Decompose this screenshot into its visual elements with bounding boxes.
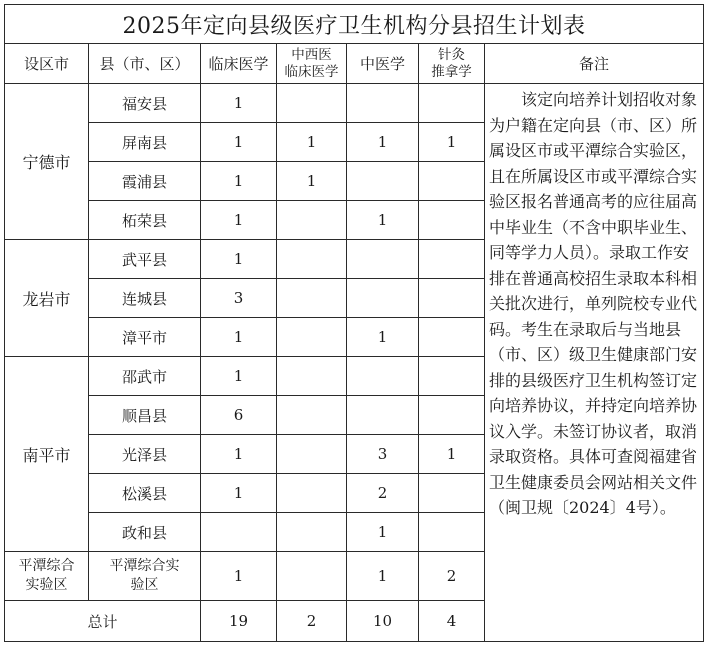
city-cell: 龙岩市 (5, 240, 89, 357)
acupuncture-cell: 1 (419, 123, 485, 162)
county-cell: 松溪县 (89, 474, 201, 513)
tcm-western-cell (277, 513, 347, 552)
city-cell: 平潭综合 实验区 (5, 552, 89, 601)
clinical-cell: 1 (201, 162, 277, 201)
tcm-cell (347, 240, 419, 279)
acupuncture-cell (419, 201, 485, 240)
tcm-western-cell (277, 435, 347, 474)
clinical-cell: 1 (201, 474, 277, 513)
clinical-cell: 1 (201, 240, 277, 279)
clinical-cell: 1 (201, 84, 277, 123)
acupuncture-cell: 2 (419, 552, 485, 601)
tcm-cell (347, 357, 419, 396)
header-tcm-western: 中西医 临床医学 (277, 44, 347, 84)
plan-sheet (4, 4, 703, 637)
clinical-cell (201, 513, 277, 552)
tcm-western-cell: 1 (277, 123, 347, 162)
tcm-cell: 1 (347, 123, 419, 162)
header-acupuncture: 针灸 推拿学 (419, 44, 485, 84)
clinical-cell: 3 (201, 279, 277, 318)
tcm-western-cell (277, 279, 347, 318)
tcm-cell: 1 (347, 201, 419, 240)
clinical-cell: 1 (201, 435, 277, 474)
tcm-western-cell (277, 240, 347, 279)
total-acupuncture: 4 (419, 601, 485, 642)
header-tcm: 中医学 (347, 44, 419, 84)
tcm-cell: 2 (347, 474, 419, 513)
county-cell: 霞浦县 (89, 162, 201, 201)
total-clinical: 19 (201, 601, 277, 642)
county-cell: 柘荣县 (89, 201, 201, 240)
tcm-western-cell (277, 357, 347, 396)
acupuncture-cell: 1 (419, 435, 485, 474)
header-clinical: 临床医学 (201, 44, 277, 84)
clinical-cell: 1 (201, 318, 277, 357)
county-cell: 武平县 (89, 240, 201, 279)
total-tcm-western: 2 (277, 601, 347, 642)
tcm-western-cell (277, 318, 347, 357)
tcm-western-cell (277, 552, 347, 601)
total-tcm: 10 (347, 601, 419, 642)
tcm-cell (347, 279, 419, 318)
county-cell: 顺昌县 (89, 396, 201, 435)
acupuncture-cell (419, 162, 485, 201)
clinical-cell: 6 (201, 396, 277, 435)
clinical-cell: 1 (201, 201, 277, 240)
tcm-western-cell (277, 396, 347, 435)
tcm-western-cell (277, 201, 347, 240)
header-county: 县（市、区） (89, 44, 201, 84)
clinical-cell: 1 (201, 123, 277, 162)
tcm-western-cell: 1 (277, 162, 347, 201)
total-label: 总计 (5, 601, 201, 642)
acupuncture-cell (419, 396, 485, 435)
tcm-cell (347, 84, 419, 123)
county-cell: 屏南县 (89, 123, 201, 162)
clinical-cell: 1 (201, 552, 277, 601)
tcm-cell (347, 396, 419, 435)
header-remarks: 备注 (485, 44, 704, 84)
county-cell: 光泽县 (89, 435, 201, 474)
acupuncture-cell (419, 318, 485, 357)
tcm-cell: 1 (347, 318, 419, 357)
table-row (5, 84, 704, 123)
county-cell: 福安县 (89, 84, 201, 123)
tcm-cell (347, 162, 419, 201)
county-cell: 平潭综合实 验区 (89, 552, 201, 601)
acupuncture-cell (419, 279, 485, 318)
county-cell: 漳平市 (89, 318, 201, 357)
acupuncture-cell (419, 513, 485, 552)
tcm-western-cell (277, 474, 347, 513)
remarks-text: 该定向培养计划招收对象为户籍在定向县（市、区）所属设区市或平潭综合实验区，且在所属设区市或平潭综合实验区报名普通高考的应往届高中毕业生（不含中职毕业生、同等学力人员）。录取工作安排在普通高校招生录取本科相关批次进行，单列院校专业代码。考生在录取后与当地县（市、区）级卫生健康部门安排的县级医疗卫生机构签订定向培养协议，并持定向培养协议入学。未签订协议者，取消录取资格。具体可查阅福建省卫生健康委员会网站相关文件（闽卫规〔2024〕4号）。 (485, 84, 704, 642)
county-cell: 政和县 (89, 513, 201, 552)
acupuncture-cell (419, 474, 485, 513)
acupuncture-cell (419, 357, 485, 396)
table-title: 2025年定向县级医疗卫生机构分县招生计划表 (5, 5, 704, 44)
tcm-cell: 1 (347, 552, 419, 601)
acupuncture-cell (419, 84, 485, 123)
county-cell: 连城县 (89, 279, 201, 318)
clinical-cell: 1 (201, 357, 277, 396)
enrollment-plan-table (4, 4, 704, 642)
tcm-western-cell (277, 84, 347, 123)
county-cell: 邵武市 (89, 357, 201, 396)
city-cell: 宁德市 (5, 84, 89, 240)
city-cell: 南平市 (5, 357, 89, 552)
header-city: 设区市 (5, 44, 89, 84)
table-body (5, 84, 704, 642)
acupuncture-cell (419, 240, 485, 279)
tcm-cell: 3 (347, 435, 419, 474)
tcm-cell: 1 (347, 513, 419, 552)
